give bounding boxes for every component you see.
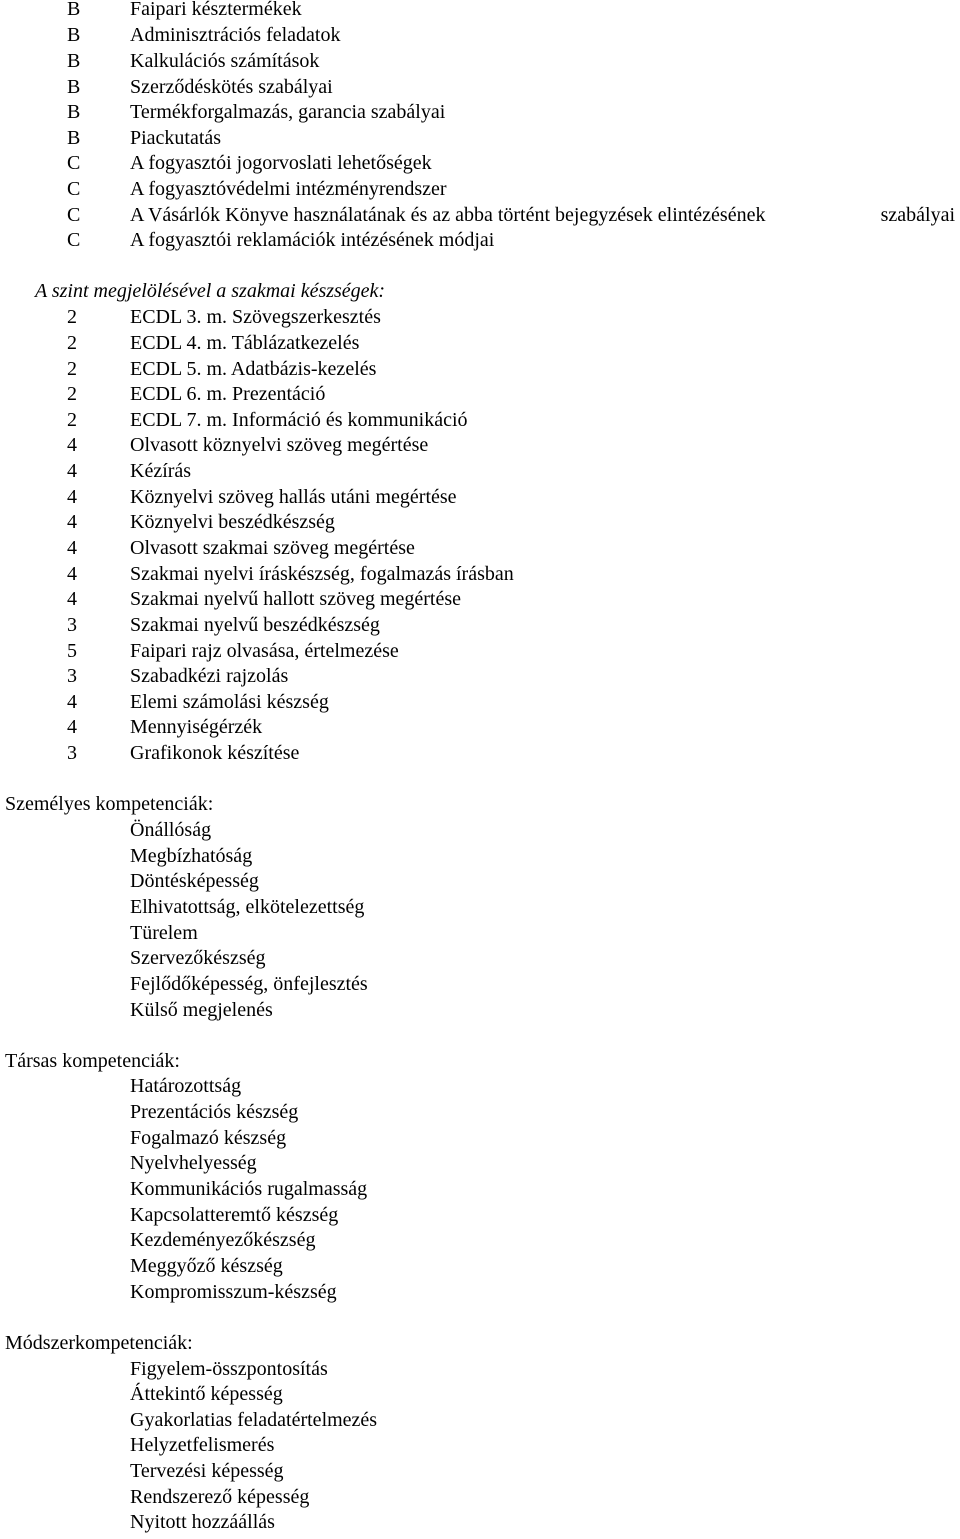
skill-level: 4	[67, 486, 77, 508]
skill-row	[0, 612, 960, 638]
skill-row	[0, 407, 960, 433]
skill-text: ECDL 5. m. Adatbázis-kezelés	[130, 358, 377, 380]
list-item: Önállóság	[130, 819, 212, 841]
list-item: Külső megjelenés	[130, 999, 273, 1021]
list-item	[0, 227, 960, 253]
list-item: Prezentációs készség	[130, 1101, 299, 1123]
skill-row	[0, 638, 960, 664]
skill-level: 4	[67, 434, 77, 456]
list-item: Fogalmazó készség	[130, 1127, 287, 1149]
list-item: Meggyőző készség	[130, 1255, 283, 1277]
list-item	[0, 125, 960, 151]
skill-level: 3	[67, 614, 77, 636]
skill-row	[0, 663, 960, 689]
skill-level: 2	[67, 332, 77, 354]
list-item	[0, 150, 960, 176]
list-item	[0, 202, 960, 228]
item-code: C	[67, 152, 81, 174]
skill-row	[0, 304, 960, 330]
skill-level: 5	[67, 640, 77, 662]
skill-text: Olvasott köznyelvi szöveg megértése	[130, 434, 429, 456]
skill-level: 4	[67, 691, 77, 713]
skill-text: ECDL 4. m. Táblázatkezelés	[130, 332, 360, 354]
list-item	[0, 48, 960, 74]
list-item	[0, 74, 960, 100]
list-item: Szervezőkészség	[130, 947, 266, 969]
item-code: C	[67, 178, 81, 200]
skill-text: Szabadkézi rajzolás	[130, 665, 289, 687]
item-code: C	[67, 229, 81, 251]
item-code: B	[67, 24, 81, 46]
list-item: Fejlődőképesség, önfejlesztés	[130, 973, 368, 995]
skill-level: 2	[67, 358, 77, 380]
list-item: Kezdeményezőkészség	[130, 1229, 316, 1251]
skill-text: Olvasott szakmai szöveg megértése	[130, 537, 415, 559]
skill-row	[0, 740, 960, 766]
item-text: A Vásárlók Könyve használatának és az abba történt bejegyzések elintézésének	[130, 204, 766, 226]
skill-text: Szakmai nyelvű hallott szöveg megértése	[130, 588, 462, 610]
skill-row	[0, 484, 960, 510]
list-item: Nyitott hozzáállás	[130, 1511, 275, 1533]
skill-text: Köznyelvi szöveg hallás utáni megértése	[130, 486, 457, 508]
skill-row	[0, 535, 960, 561]
list-item: Kapcsolatteremtő készség	[130, 1204, 339, 1226]
list-item: Határozottság	[130, 1075, 242, 1097]
list-item: Áttekintő képesség	[130, 1383, 283, 1405]
skill-level: 2	[67, 383, 77, 405]
skill-level: 4	[67, 511, 77, 533]
list-item: Türelem	[130, 922, 198, 944]
item-text: A fogyasztói jogorvoslati lehetőségek	[130, 152, 432, 174]
item-code: B	[67, 50, 81, 72]
skill-row	[0, 381, 960, 407]
section-heading-method: Módszerkompetenciák:	[5, 1332, 193, 1354]
section-heading-skills: A szint megjelölésével a szakmai készségek:	[35, 280, 386, 302]
item-code: B	[67, 0, 81, 20]
list-item: Figyelem-összpontosítás	[130, 1358, 328, 1380]
item-text: Adminisztrációs feladatok	[130, 24, 341, 46]
skill-text: Mennyiségérzék	[130, 716, 263, 738]
list-item: Elhivatottság, elkötelezettség	[130, 896, 365, 918]
list-item	[0, 176, 960, 202]
list-item	[0, 99, 960, 125]
list-item: Helyzetfelismerés	[130, 1434, 275, 1456]
item-text: Termékforgalmazás, garancia szabályai	[130, 101, 446, 123]
item-text: A fogyasztóvédelmi intézményrendszer	[130, 178, 447, 200]
skill-row	[0, 689, 960, 715]
skill-row	[0, 561, 960, 587]
skill-row	[0, 714, 960, 740]
item-text: Kalkulációs számítások	[130, 50, 320, 72]
skill-text: Szakmai nyelvű beszédkészség	[130, 614, 380, 636]
skill-row	[0, 509, 960, 535]
skill-level: 4	[67, 588, 77, 610]
list-item: Döntésképesség	[130, 870, 259, 892]
list-item: Gyakorlatias feladatértelmezés	[130, 1409, 378, 1431]
item-code: B	[67, 76, 81, 98]
skill-row	[0, 458, 960, 484]
skill-level: 4	[67, 716, 77, 738]
skill-row	[0, 586, 960, 612]
skill-text: Szakmai nyelvi íráskészség, fogalmazás írásban	[130, 563, 514, 585]
skill-text: Elemi számolási készség	[130, 691, 329, 713]
item-text: Szerződéskötés szabályai	[130, 76, 333, 98]
skill-row	[0, 330, 960, 356]
list-item: Kommunikációs rugalmasság	[130, 1178, 368, 1200]
item-text-suffix: szabályai	[880, 204, 955, 226]
skill-row	[0, 432, 960, 458]
list-item: Rendszerező képesség	[130, 1486, 310, 1508]
skill-text: Grafikonok készítése	[130, 742, 300, 764]
skill-row	[0, 356, 960, 382]
section-heading-personal: Személyes kompetenciák:	[5, 793, 214, 815]
skill-text: Köznyelvi beszédkészség	[130, 511, 335, 533]
list-item: Nyelvhelyesség	[130, 1152, 257, 1174]
skill-level: 4	[67, 563, 77, 585]
skill-text: ECDL 6. m. Prezentáció	[130, 383, 326, 405]
skill-level: 2	[67, 306, 77, 328]
list-item	[0, 22, 960, 48]
list-item	[0, 0, 960, 22]
item-text: A fogyasztói reklamációk intézésének módjai	[130, 229, 495, 251]
item-text: Faipari késztermékek	[130, 0, 302, 20]
item-code: C	[67, 204, 81, 226]
skill-level: 3	[67, 742, 77, 764]
skill-level: 4	[67, 537, 77, 559]
skill-text: ECDL 3. m. Szövegszerkesztés	[130, 306, 381, 328]
list-item: Tervezési képesség	[130, 1460, 284, 1482]
list-item: Megbízhatóság	[130, 845, 253, 867]
skill-text: Faipari rajz olvasása, értelmezése	[130, 640, 399, 662]
skill-level: 3	[67, 665, 77, 687]
skill-text: Kézírás	[130, 460, 192, 482]
skill-level: 2	[67, 409, 77, 431]
skill-level: 4	[67, 460, 77, 482]
list-item: Kompromisszum-készség	[130, 1281, 337, 1303]
item-code: B	[67, 101, 81, 123]
section-heading-social: Társas kompetenciák:	[5, 1050, 180, 1072]
skill-text: ECDL 7. m. Információ és kommunikáció	[130, 409, 468, 431]
item-text: Piackutatás	[130, 127, 222, 149]
item-code: B	[67, 127, 81, 149]
